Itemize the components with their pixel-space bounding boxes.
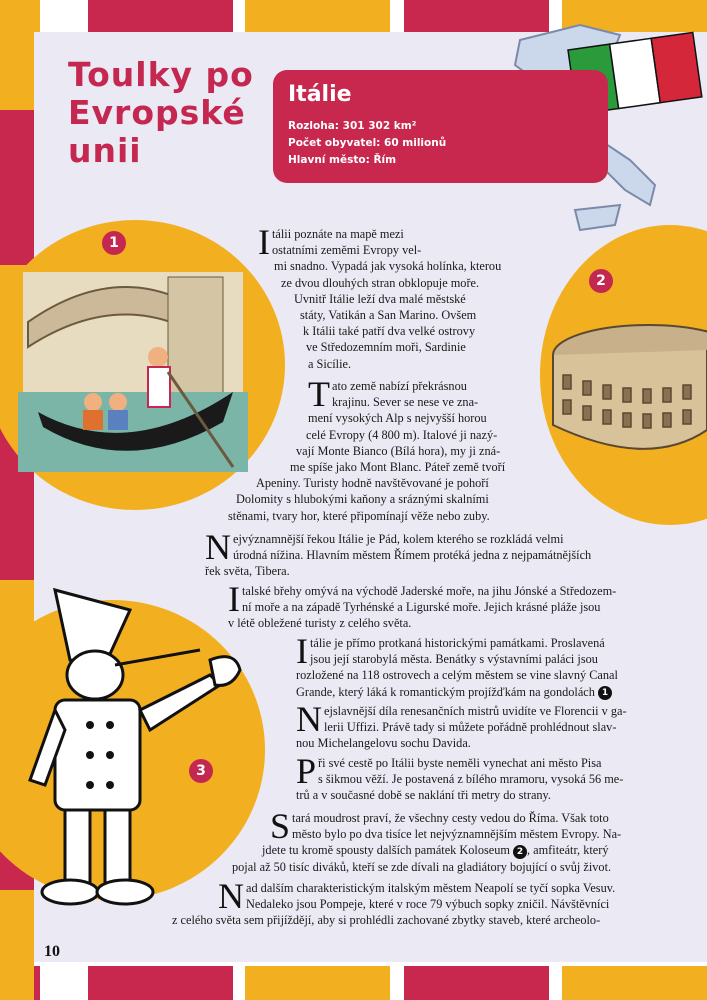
drop-cap: I — [296, 631, 308, 671]
paragraph-2: T ato země nabízí překrásnou krajinu. Sever se nese ve zna- mení vysokých Alp s nejvyšší horou celé Evropy (4 800 m). Italové ji nazý- vají Monte Bianco (Bílá hora), my ji zná- me spíše jako Mont Blanc. Páteř země tvoří Apeniny. Turisty hodně navštěvované je pohoří Dolomity s hlubokými kaňony a sráznými skalními stěnami, tvary hor, které připomínají věže nebo zuby. — [228, 374, 506, 523]
colosseum-illustration — [548, 295, 707, 470]
badge-2: 2 — [589, 269, 613, 293]
country-info-box — [273, 70, 608, 183]
paragraph-8: S tará moudrost praví, že všechny cesty vedou do Říma. Však toto město bylo po dva tisíce let nejvýznamnějším městem Evropy. Na- jdete tu kromě spousty dalších památek Koloseum 2 , amfiteátr, který pojal až 50 tisíc diváků, kteří se zde dívali na gladiátory bojující o svůj život. — [232, 806, 622, 874]
paragraph-9: N ad dalším charakteristickým italským městem Neapolí se tyčí sopka Vesuv. Nedaleko jsou Pompeje, které v roce 79 výbuch sopky zničil. Návštěvníci z celého světa sem přijíždějí, aby si prohlédli zachované zbytky staveb, které archeolo- — [172, 876, 616, 928]
gondola-reference-badge: 1 — [598, 686, 612, 700]
paragraph-7: P ři své cestě po Itálii byste neměli vynechat ani město Pisa s šikmou věží. Je postavená z bílého mramoru, vysoká 56 me- trů a v současné době se naklání tři metry do strany. — [296, 751, 624, 803]
paragraph-4: I talské břehy omývá na východě Jaderské moře, na jihu Jónské a Středozem- ní moře a na západě Tyrhénské a Ligurské moře. Jejich krásné pláže jsou v létě obležené turisty z celého světa. — [228, 579, 617, 631]
drop-cap: I — [228, 579, 240, 619]
drop-cap: P — [296, 751, 317, 791]
drop-cap: N — [205, 527, 231, 567]
badge-1: 1 — [102, 231, 126, 255]
info-capital: Hlavní město: Řím — [288, 154, 397, 166]
badge-3: 3 — [189, 759, 213, 783]
paragraph-1: I tálii poznáte na mapě mezi ostatními zeměmi Evropy vel- mi snadno. Vypadá jak vysoká holínka, kterou ze dvou dlouhých stran obklopuje moře. Uvnitř Itálie leží dva malé městské státy, Vatikán a San Marino. Ovšem k Itálii také patří dva velké ostrovy ve Středozemním moři, Sardinie a Sicílie. — [258, 222, 502, 371]
gondola-illustration — [18, 262, 248, 472]
drop-cap: N — [296, 699, 322, 739]
drop-cap: T — [308, 374, 330, 414]
drop-cap: S — [270, 806, 291, 846]
info-area: Rozloha: 301 302 km² — [288, 120, 417, 132]
colosseum-reference-badge: 2 — [513, 845, 527, 859]
paragraph-6: N ejslavnější díla renesančních mistrů uvidíte ve Florencii v ga- lerii Uffizi. Právě tady si můžete pořádně prohlédnout slav- nou Michelangelovu sochu Davida. — [296, 699, 627, 751]
bottom-stripe — [0, 966, 707, 1000]
pinocchio-illustration — [10, 580, 250, 920]
info-population: Počet obyvatel: 60 milionů — [288, 137, 447, 149]
drop-cap: N — [218, 876, 244, 916]
paragraph-3: N ejvýznamnější řekou Itálie je Pád, kolem kterého se rozkládá velmi úrodná nížina. Hlavním městem Římem protéká jedna z nejpamátnějších řek světa, Tibera. — [205, 527, 592, 579]
country-name: Itálie — [288, 82, 352, 107]
page-number: 10 — [44, 943, 60, 960]
drop-cap: I — [258, 222, 270, 262]
paragraph-5: I tálie je přímo protkaná historickými památkami. Proslavená jsou její starobylá města. Benátky s výstavními paláci jsou rozložené na 118 ostrovech a celým městem se vine slavný Canal Grande, který láká k romantickým projížďkám na gondolách 1 — [296, 631, 618, 699]
page-title: Toulky po Evropské unii — [68, 55, 254, 170]
